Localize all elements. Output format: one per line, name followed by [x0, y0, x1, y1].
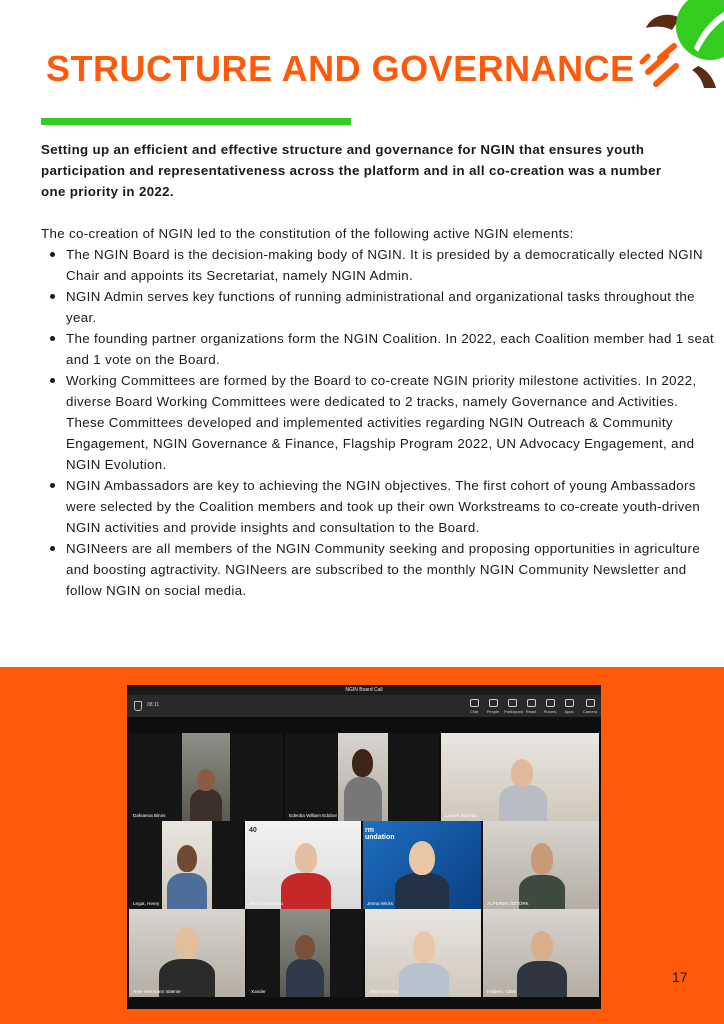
participant-name: Silke Bammitz — [369, 989, 399, 994]
participant-name: Silvia Castellano — [249, 901, 283, 906]
list-item: NGIN Ambassadors are key to achieving the NGIN objectives. The first cohort of young Ambassadors were selected by the Coalition members and took up their own Workstreams to co-create youth-driven NGIN activities and provide insights and consultation to the Board. — [66, 475, 716, 538]
rooms-button: Rooms — [542, 698, 558, 716]
camera-icon — [586, 699, 595, 707]
background-foundation-text: rm undation — [365, 827, 395, 841]
people-button: People — [485, 698, 501, 716]
page-title: STRUCTURE AND GOVERNANCE — [46, 48, 635, 89]
participant-tile — [483, 909, 599, 997]
ngin-logo-icon — [636, 0, 724, 92]
camera-button: Camera — [580, 698, 600, 716]
elements-list — [41, 244, 716, 601]
participant-name: Lauren Barredo — [445, 813, 477, 818]
title-underline — [41, 118, 351, 125]
call-window-title: NGIN Board Call — [127, 685, 601, 695]
call-timer: 08:11 — [147, 702, 160, 708]
list-item: The founding partner organizations form the NGIN Coalition. In 2022, each Coalition member had 1 seat and 1 vote on the Board. — [66, 328, 716, 370]
participant-name: Xander — [251, 989, 266, 994]
smile-icon — [527, 699, 536, 707]
participant-name: Jenna Wicks — [367, 901, 394, 906]
list-item: NGIN Admin serves key functions of running administrational and organizational tasks throughout the year. — [66, 286, 716, 328]
rooms-icon — [546, 699, 555, 707]
chat-icon — [470, 699, 479, 707]
hand-icon — [508, 699, 517, 707]
participant-name: Legat, Henry — [133, 901, 160, 906]
participant-tile — [441, 733, 599, 821]
background-logo-text: 40 — [249, 827, 257, 834]
people-icon — [489, 699, 498, 707]
participant-tile — [363, 821, 481, 909]
participant-name: Nele Herrmann Valente — [133, 989, 181, 994]
participant-tile — [129, 821, 243, 909]
participant-tile — [285, 733, 439, 821]
participant-tile — [483, 821, 599, 909]
video-call-screenshot — [127, 685, 601, 1009]
participant-button: Participant — [504, 698, 520, 716]
list-item: NGINeers are all members of the NGIN Community seeking and proposing opportunities in agriculture and boosting agtractivity. NGINeers are subscribed to the monthly NGIN Community Newsletter and follow NGIN on social media. — [66, 538, 716, 601]
list-item: The NGIN Board is the decision-making body of NGIN. It is presided by a democratically elected NGIN Chair and appoints its Secretariat, namely NGIN Admin. — [66, 244, 716, 286]
apps-button: Apps — [561, 698, 577, 716]
call-toolbar — [127, 695, 601, 717]
participant-name: Halpern, Clark — [487, 989, 517, 994]
list-item: Working Committees are formed by the Board to co-create NGIN priority milestone activities. In 2022, diverse Board Working Committees were dedicated to 2 tracks, namely Governance and Activities. These Committees developed and implemented activities regarding NGIN Outreach & Community Engagement, NGIN Governance & Finance, Flagship Program 2022, UN Advocacy Engagement, and NGIN Evolution. — [66, 370, 716, 475]
participant-name: Edeoba William Edobor — [289, 813, 338, 818]
participant-tile — [247, 909, 363, 997]
participant-tile — [129, 733, 283, 821]
page-number: 17 — [672, 969, 688, 985]
lead-sentence: The co-creation of NGIN led to the constitution of the following active NGIN elements: — [41, 226, 574, 241]
participant-name: ALPEREN ÖZTÜRK — [487, 901, 529, 906]
shield-icon — [134, 701, 142, 711]
participant-name: Dahianna Binns — [133, 813, 166, 818]
intro-paragraph: Setting up an efficient and effective structure and governance for NGIN that ensures youth participation and representativeness across the platform and in all co-creation was a number one priority in 2022. — [41, 142, 662, 199]
react-button: React — [523, 698, 539, 716]
chat-button: Chat — [466, 698, 482, 716]
participant-tile — [245, 821, 361, 909]
participant-tile — [129, 909, 245, 997]
participant-tile — [365, 909, 481, 997]
apps-icon — [565, 699, 574, 707]
